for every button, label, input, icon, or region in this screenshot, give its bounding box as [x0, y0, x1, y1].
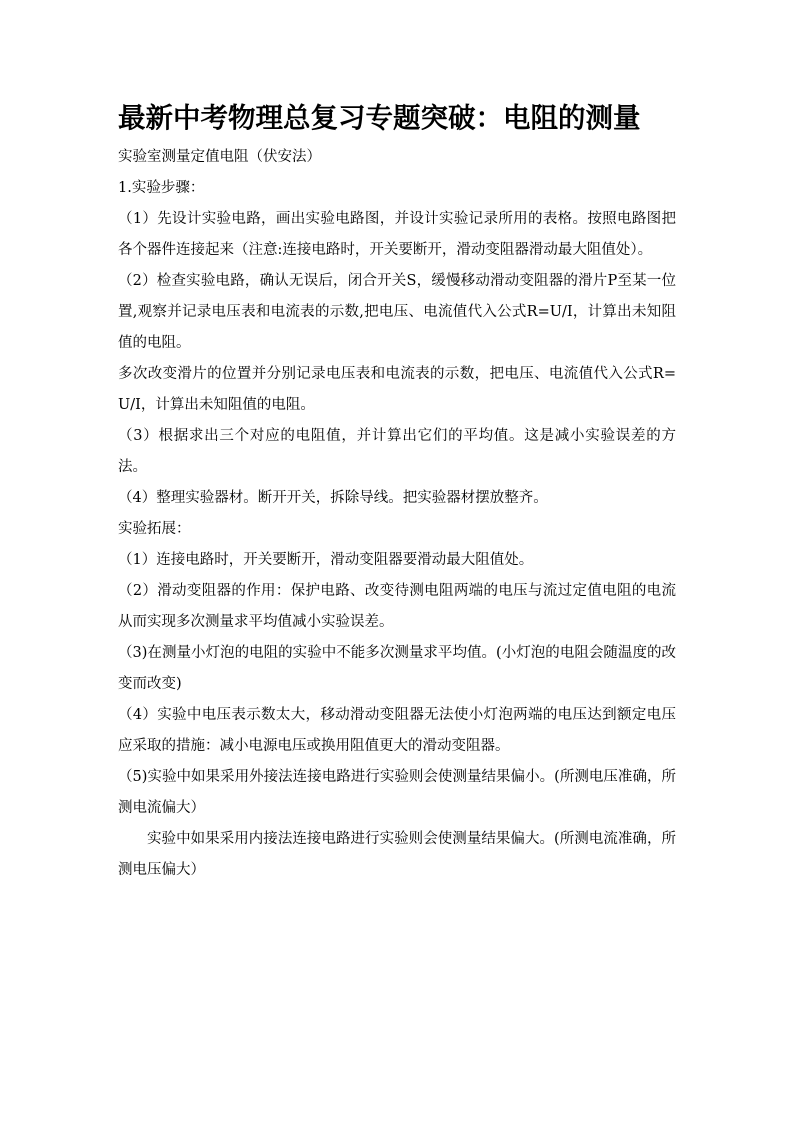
section-heading-steps: 1.实验步骤： — [118, 180, 205, 196]
extension-3-paragraph: （3)在测量小灯泡的电阻的实验中不能多次测量求平均值。(小灯泡的电阻会随温度的改变而改变) — [118, 645, 676, 692]
section-heading-lab-method: 实验室测量定值电阻（伏安法） — [118, 149, 321, 165]
extension-2-paragraph: （2）滑动变阻器的作用：保护电路、改变待测电阻两端的电压与流过定值电阻的电流从而实现多次测量求平均值减小实验误差。 — [118, 583, 676, 630]
section-heading-extension: 实验拓展： — [118, 521, 191, 537]
document-page — [118, 96, 676, 886]
step-4-paragraph: （4）整理实验器材。断开开关，拆除导线。把实验器材摆放整齐。 — [118, 490, 548, 506]
extension-4-paragraph: （4）实验中电压表示数太大，移动滑动变阻器无法使小灯泡两端的电压达到额定电压应采取的措施：减小电源电压或换用阻值更大的滑动变阻器。 — [118, 707, 676, 754]
document-title: 最新中考物理总复习专题突破：电阻的测量 — [118, 102, 641, 134]
extension-5-paragraph: （5)实验中如果采用外接法连接电路进行实验则会使测量结果偏小。(所测电压准确，所测电流偏大） — [118, 769, 676, 816]
step-3-paragraph: （3）根据求出三个对应的电阻值，并计算出它们的平均值。这是减小实验误差的方法。 — [118, 428, 676, 475]
step-2-continuation-paragraph: 多次改变滑片的位置并分别记录电压表和电流表的示数，把电压、电流值代入公式R=U/I，计算出未知阻值的电阻。 — [118, 366, 676, 413]
extension-5-continuation-paragraph: 实验中如果采用内接法连接电路进行实验则会使测量结果偏大。(所测电流准确，所测电压偏大） — [118, 831, 676, 878]
step-2-paragraph: （2）检查实验电路，确认无误后，闭合开关S，缓慢移动滑动变阻器的滑片P至某一位置,观察并记录电压表和电流表的示数,把电压、电流值代入公式R=U/I，计算出未知阻值的电阻。 — [118, 273, 676, 351]
document-body — [118, 142, 676, 886]
step-1-paragraph: （1）先设计实验电路，画出实验电路图，并设计实验记录所用的表格。按照电路图把各个器件连接起来（注意:连接电路时，开关要断开，滑动变阻器滑动最大阻值处）。 — [118, 211, 676, 258]
extension-1-paragraph: （1）连接电路时，开关要断开，滑动变阻器要滑动最大阻值处。 — [118, 552, 534, 568]
